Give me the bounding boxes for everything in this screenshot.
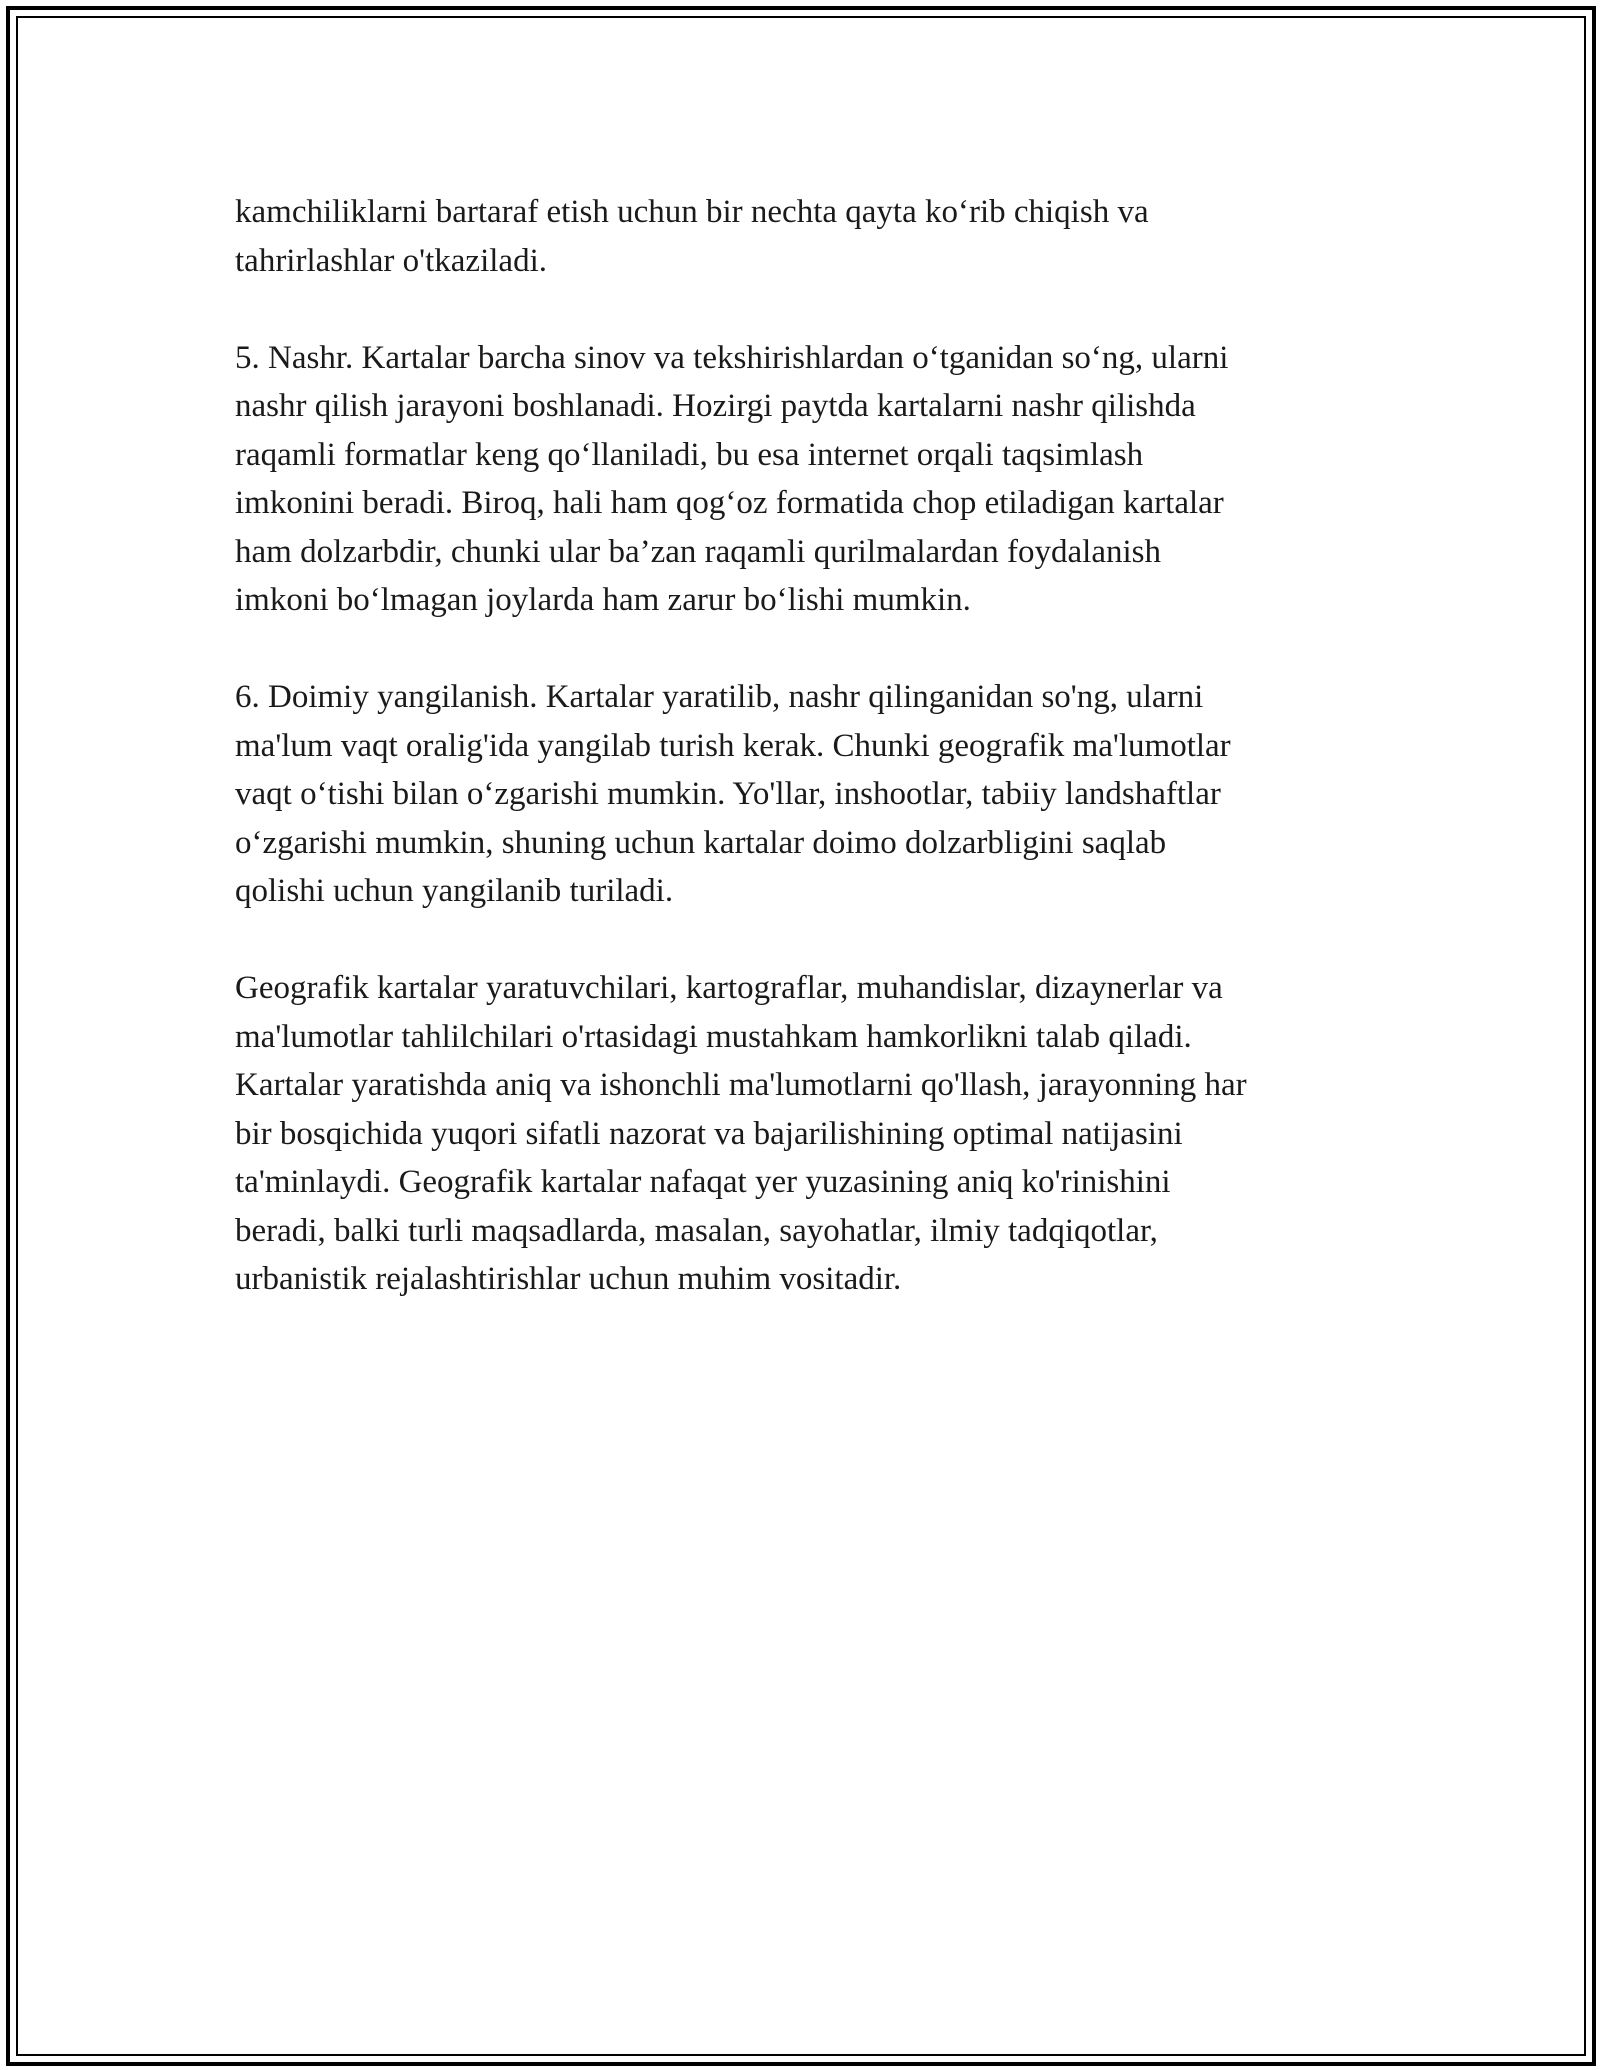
text-line: imkonini beradi. Biroq, hali ham qogʻoz formatida chop etiladigan kartalar [235, 485, 1224, 521]
text-line: tahrirlashlar o'tkaziladi. [235, 242, 547, 279]
paragraph-continuation [235, 188, 1375, 285]
text-line: nashr qilish jarayoni boshlanadi. Hozirgi paytda kartalarni nashr qilishda [235, 388, 1196, 424]
text-line: urbanistik rejalashtirishlar uchun muhim vositadir. [235, 1261, 902, 1297]
text-line: oʻzgarishi mumkin, shuning uchun kartalar doimo dolzarbligini saqlab [235, 824, 1167, 861]
text-line: vaqt oʻtishi bilan oʻzgarishi mumkin. Yo'llar, inshootlar, tabiiy landshaftlar [235, 776, 1221, 812]
text-line: qolishi uchun yangilanib turiladi. [235, 873, 674, 909]
paragraph-conclusion [235, 964, 1375, 1304]
text-line: imkoni boʻlmagan joylarda ham zarur boʻlishi mumkin. [235, 582, 971, 618]
text-line: 5. Nashr. Kartalar barcha sinov va tekshirishlardan oʻtganidan soʻng, ularni [235, 339, 1229, 376]
text-line: 6. Doimiy yangilanish. Kartalar yaratilib, nashr qilinganidan so'ng, ularni [235, 679, 1204, 715]
text-line: ta'minlaydi. Geografik kartalar nafaqat yer yuzasining aniq ko'rinishini [235, 1164, 1171, 1200]
paragraph-doimiy-yangilanish [235, 673, 1375, 916]
text-line: kamchiliklarni bartaraf etish uchun bir nechta qayta koʻrib chiqish va [235, 194, 1149, 230]
text-line: raqamli formatlar keng qoʻllaniladi, bu esa internet orqali taqsimlash [235, 436, 1144, 473]
text-line: ma'lumotlar tahlilchilari o'rtasidagi mustahkam hamkorlikni talab qiladi. [235, 1018, 1192, 1055]
text-line: Geografik kartalar yaratuvchilari, kartograflar, muhandislar, dizaynerlar va [235, 970, 1223, 1006]
text-line: bir bosqichida yuqori sifatli nazorat va bajarilishining optimal natijasini [235, 1115, 1183, 1152]
text-line: Kartalar yaratishda aniq va ishonchli ma'lumotlarni qo'llash, jarayonning har [235, 1067, 1247, 1103]
text-line: ham dolzarbdir, chunki ular ba’zan raqamli qurilmalardan foydalanish [235, 533, 1161, 570]
text-line: ma'lum vaqt oralig'ida yangilab turish kerak. Chunki geografik ma'lumotlar [235, 727, 1231, 764]
paragraph-nashr [235, 334, 1375, 625]
text-line: beradi, balki turli maqsadlarda, masalan, sayohatlar, ilmiy tadqiqotlar, [235, 1212, 1158, 1249]
document-body [235, 188, 1375, 1352]
